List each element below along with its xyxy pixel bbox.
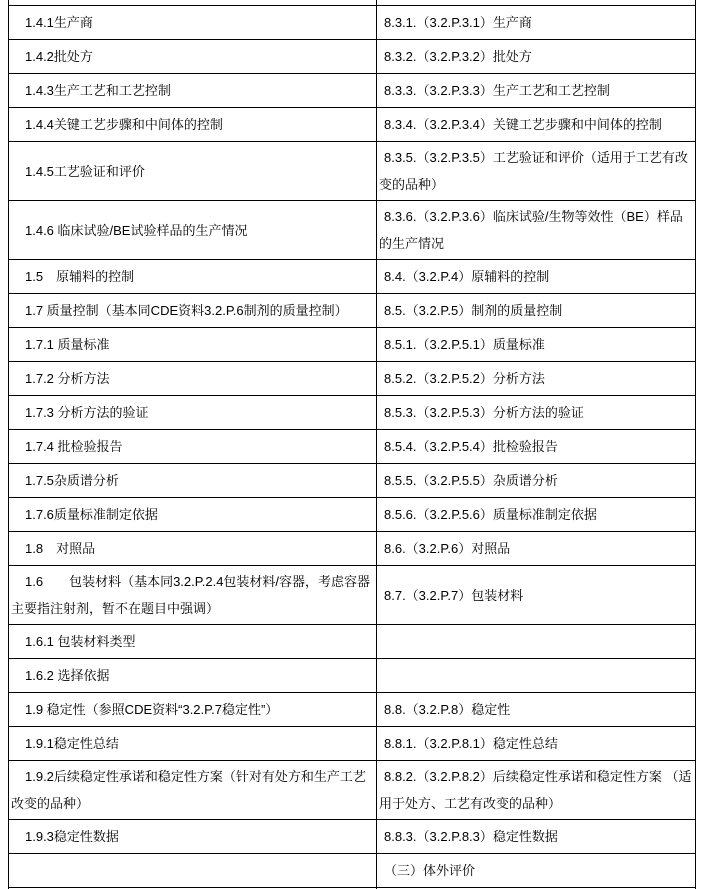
table-row bbox=[9, 566, 696, 625]
right-cell: 8.3.3.（3.2.P.3.3）生产工艺和工艺控制 bbox=[377, 74, 696, 108]
left-cell: 1.7.6质量标准制定依据 bbox=[9, 498, 377, 532]
left-cell: 1.7 质量控制（基本同CDE资料3.2.P.6制剂的质量控制） bbox=[9, 294, 377, 328]
right-cell: 8.3.2.（3.2.P.3.2）批处方 bbox=[377, 40, 696, 74]
table-row bbox=[9, 201, 696, 260]
table-row bbox=[9, 260, 696, 294]
left-cell: 1.7.4 批检验报告 bbox=[9, 430, 377, 464]
right-cell: （三）体外评价 bbox=[377, 854, 696, 888]
left-cell: 1.6.1 包装材料类型 bbox=[9, 625, 377, 659]
table-row bbox=[9, 396, 696, 430]
left-cell: 1.6.2 选择依据 bbox=[9, 659, 377, 693]
table-row bbox=[9, 6, 696, 40]
table-row bbox=[9, 40, 696, 74]
left-cell bbox=[9, 854, 377, 888]
right-cell: 8.5.3.（3.2.P.5.3）分析方法的验证 bbox=[377, 396, 696, 430]
table-row bbox=[9, 294, 696, 328]
right-cell: 8.5.1.（3.2.P.5.1）质量标准 bbox=[377, 328, 696, 362]
table-row bbox=[9, 430, 696, 464]
right-cell: 8.5.6.（3.2.P.5.6）质量标准制定依据 bbox=[377, 498, 696, 532]
left-cell: 1.7.2 分析方法 bbox=[9, 362, 377, 396]
right-cell: 8.5.2.（3.2.P.5.2）分析方法 bbox=[377, 362, 696, 396]
table-row bbox=[9, 625, 696, 659]
table-row bbox=[9, 659, 696, 693]
left-cell: 1.4.6 临床试验/BE试验样品的生产情况 bbox=[9, 201, 377, 260]
left-cell: 1.9.1稳定性总结 bbox=[9, 727, 377, 761]
left-cell: 1.8 对照品 bbox=[9, 532, 377, 566]
left-cell: 1.4.4关键工艺步骤和中间体的控制 bbox=[9, 108, 377, 142]
table-row bbox=[9, 328, 696, 362]
table-row bbox=[9, 498, 696, 532]
ctd-mapping-table bbox=[8, 0, 696, 889]
right-cell: 8.4.（3.2.P.4）原辅料的控制 bbox=[377, 260, 696, 294]
left-cell: 1.7.1 质量标准 bbox=[9, 328, 377, 362]
right-cell: 8.8.2.（3.2.P.8.2）后续稳定性承诺和稳定性方案 （适用于处方、工艺有改变的品种） bbox=[377, 761, 696, 820]
right-cell: 8.8.3.（3.2.P.8.3）稳定性数据 bbox=[377, 820, 696, 854]
table-body bbox=[9, 0, 696, 889]
right-cell: 8.5.（3.2.P.5）制剂的质量控制 bbox=[377, 294, 696, 328]
left-cell: 1.5 原辅料的控制 bbox=[9, 260, 377, 294]
right-cell: 8.3.4.（3.2.P.3.4）关键工艺步骤和中间体的控制 bbox=[377, 108, 696, 142]
left-cell: 1.4.5工艺验证和评价 bbox=[9, 142, 377, 201]
right-cell bbox=[377, 625, 696, 659]
right-cell: 8.3.5.（3.2.P.3.5）工艺验证和评价（适用于工艺有改变的品种） bbox=[377, 142, 696, 201]
right-cell: 8.8.（3.2.P.8）稳定性 bbox=[377, 693, 696, 727]
table-row bbox=[9, 362, 696, 396]
left-cell: 1.9.2后续稳定性承诺和稳定性方案（针对有处方和生产工艺改变的品种） bbox=[9, 761, 377, 820]
right-cell: 8.3.1.（3.2.P.3.1）生产商 bbox=[377, 6, 696, 40]
table-row bbox=[9, 532, 696, 566]
left-cell: 1.4.1生产商 bbox=[9, 6, 377, 40]
table-row bbox=[9, 464, 696, 498]
right-cell: 8.5.4.（3.2.P.5.4）批检验报告 bbox=[377, 430, 696, 464]
table-row bbox=[9, 108, 696, 142]
right-cell: 8.5.5.（3.2.P.5.5）杂质谱分析 bbox=[377, 464, 696, 498]
right-cell: 8.7.（3.2.P.7）包装材料 bbox=[377, 566, 696, 625]
right-cell: 8.6.（3.2.P.6）对照品 bbox=[377, 532, 696, 566]
table-row bbox=[9, 854, 696, 888]
table-row bbox=[9, 142, 696, 201]
left-cell: 1.7.3 分析方法的验证 bbox=[9, 396, 377, 430]
right-cell: 8.3.6.（3.2.P.3.6）临床试验/生物等效性（BE）样品的生产情况 bbox=[377, 201, 696, 260]
left-cell: 1.9.3稳定性数据 bbox=[9, 820, 377, 854]
left-cell: 1.4.3生产工艺和工艺控制 bbox=[9, 74, 377, 108]
table-row bbox=[9, 74, 696, 108]
table-row bbox=[9, 727, 696, 761]
left-cell: 1.6 包装材料（基本同3.2.P.2.4包装材料/容器，考虑容器主要指注射剂，暂不在题目中强调） bbox=[9, 566, 377, 625]
left-cell: 1.7.5杂质谱分析 bbox=[9, 464, 377, 498]
right-cell: 8.8.1.（3.2.P.8.1）稳定性总结 bbox=[377, 727, 696, 761]
table-row bbox=[9, 761, 696, 820]
right-cell bbox=[377, 659, 696, 693]
table-row bbox=[9, 693, 696, 727]
table-row bbox=[9, 820, 696, 854]
left-cell: 1.9 稳定性（参照CDE资料“3.2.P.7稳定性”） bbox=[9, 693, 377, 727]
left-cell: 1.4.2批处方 bbox=[9, 40, 377, 74]
